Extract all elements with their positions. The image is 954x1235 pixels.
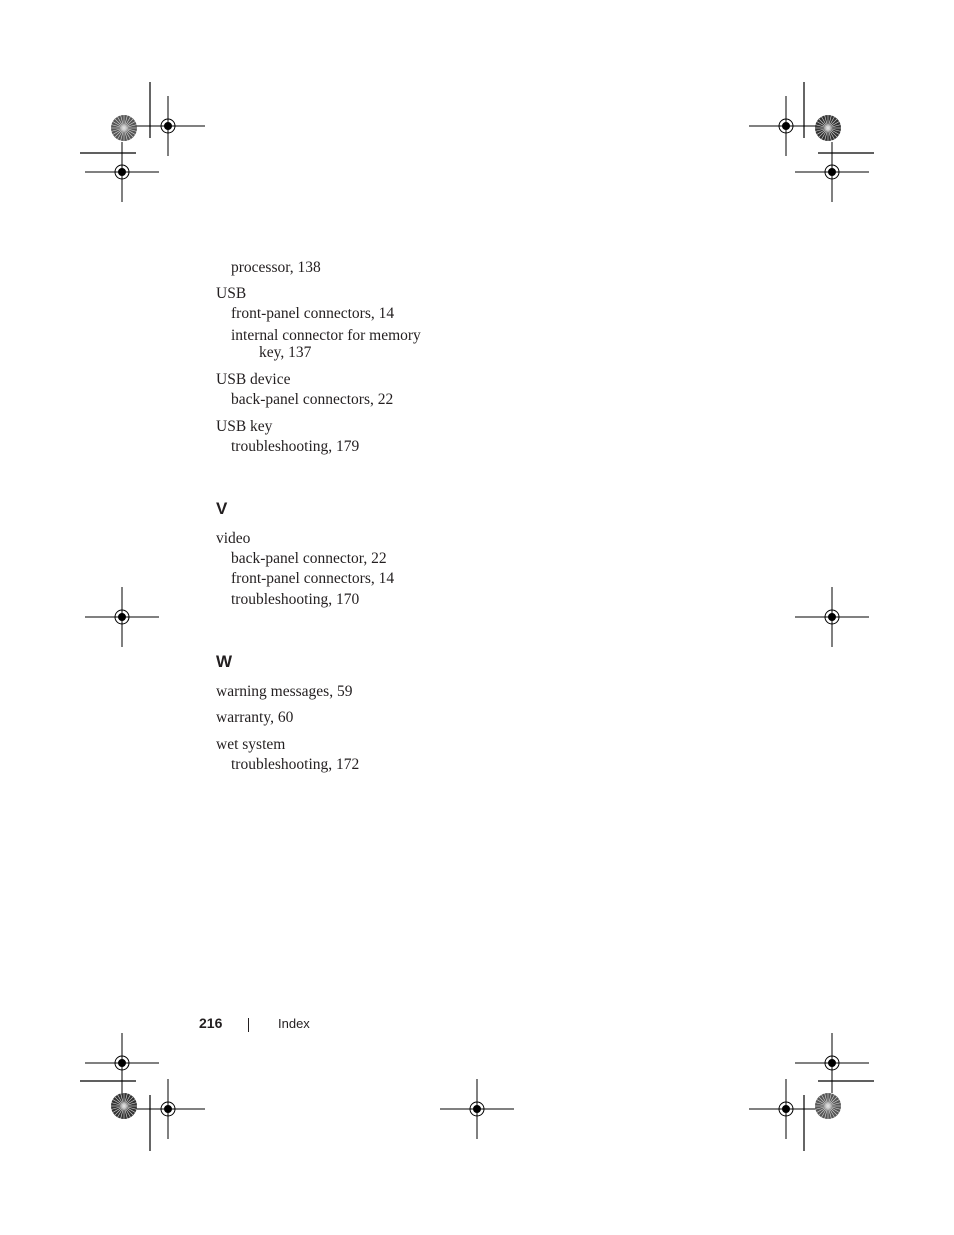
index-entry: internal connector for memory [231, 327, 421, 344]
index-entry: troubleshooting, 179 [231, 438, 360, 455]
index-entry: USB device [216, 371, 291, 388]
registration-mark [440, 1079, 514, 1139]
registration-mark [131, 1079, 205, 1139]
index-entry: warranty, 60 [216, 709, 294, 726]
index-entry: key, 137 [259, 344, 312, 361]
registration-mark [795, 1033, 869, 1093]
registration-mark [749, 96, 823, 156]
registration-mark [795, 587, 869, 647]
registration-mark [85, 587, 159, 647]
running-footer-title: Index [278, 1016, 310, 1031]
section-heading-v: V [216, 499, 228, 518]
footer-divider [248, 1018, 249, 1032]
registration-mark [795, 142, 869, 202]
registration-mark [749, 1079, 823, 1139]
index-entry: warning messages, 59 [216, 683, 353, 700]
registration-mark [85, 1033, 159, 1093]
index-entry: wet system [216, 736, 286, 753]
star-target-mark [111, 1093, 137, 1119]
index-entry: front-panel connectors, 14 [231, 570, 395, 587]
index-entry: front-panel connectors, 14 [231, 305, 395, 322]
star-target-mark [111, 115, 137, 141]
star-target-mark [815, 1093, 841, 1119]
index-entry: troubleshooting, 172 [231, 756, 360, 773]
registration-mark [85, 142, 159, 202]
index-entry: video [216, 530, 251, 547]
index-entry: troubleshooting, 170 [231, 591, 360, 608]
index-entry: processor, 138 [231, 259, 321, 276]
section-heading-w: W [216, 652, 233, 671]
index-entry: USB key [216, 418, 273, 435]
page-number: 216 [199, 1015, 223, 1031]
index-entry: back-panel connector, 22 [231, 550, 387, 567]
index-entry: USB [216, 285, 247, 302]
registration-mark [131, 96, 205, 156]
star-target-mark [815, 115, 841, 141]
index-entry: back-panel connectors, 22 [231, 391, 394, 408]
